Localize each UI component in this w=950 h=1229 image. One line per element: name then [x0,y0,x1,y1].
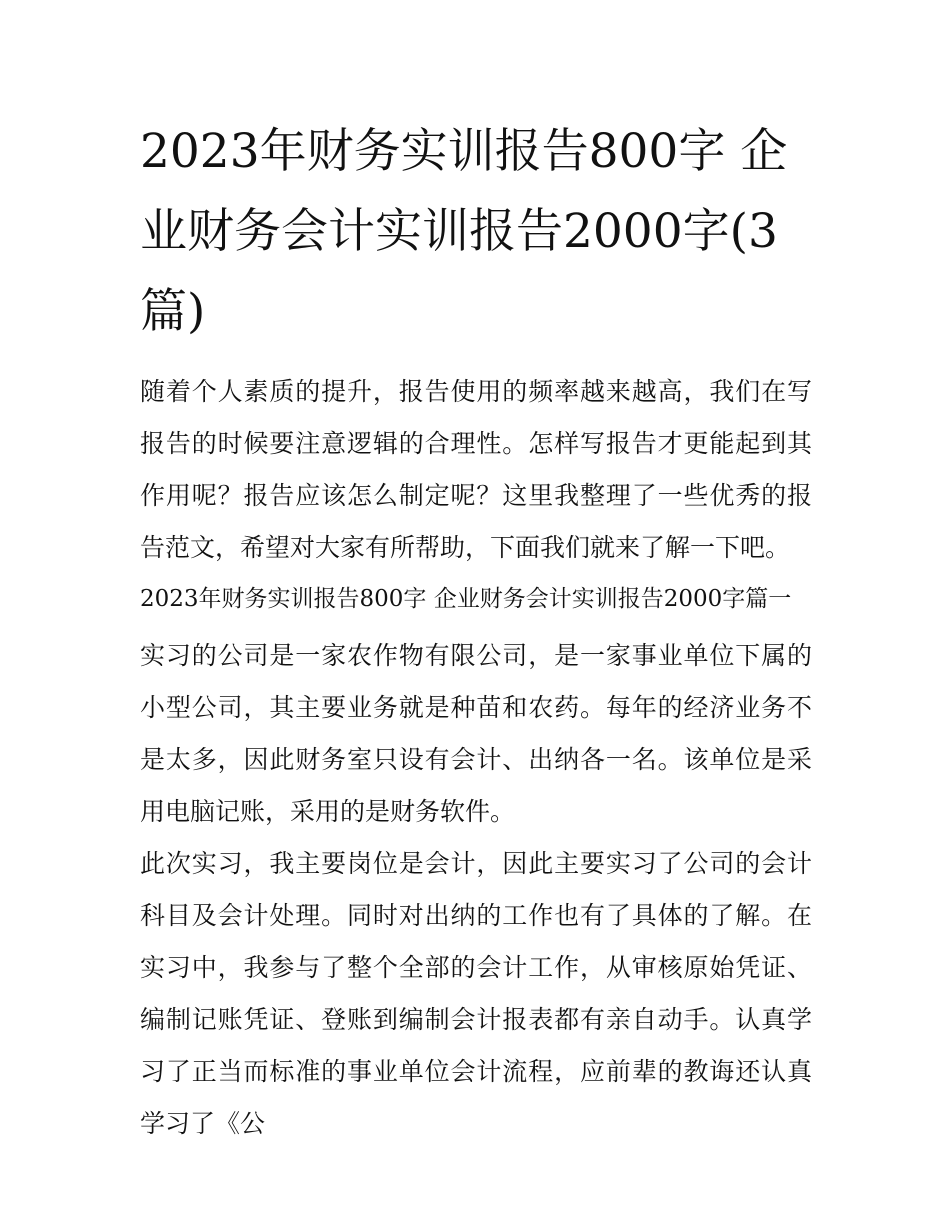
document-title: 2023年财务实训报告800字 企业财务会计实训报告2000字(3篇) [140,124,788,339]
body-paragraph: 此次实习，我主要岗位是会计，因此主要实习了公司的会计科目及会计处理。同时对出纳的工作也有了具体的了解。在实习中，我参与了整个全部的会计工作，从审核原始凭证、编制记账凭证、登账到编制会计报表都有亲自动手。认真学习了正当而标准的事业单位会计流程，应前辈的教诲还认真学习了《公 [140,849,812,1138]
section-heading: 2023年财务实训报告800字 企业财务会计实训报告2000字篇一 [140,586,792,612]
document-page [140,112,812,1150]
intro-paragraph: 随着个人素质的提升，报告使用的频率越来越高，我们在写报告的时候要注意逻辑的合理性。怎样写报告才更能起到其作用呢？报告应该怎么制定呢？这里我整理了一些优秀的报告范文，希望对大家有所帮助，下面我们就来了解一下吧。 [140,377,812,562]
body-paragraph: 实习的公司是一家农作物有限公司，是一家事业单位下属的小型公司，其主要业务就是种苗和农药。每年的经济业务不是太多，因此财务室只设有会计、出纳各一名。该单位是采用电脑记账，采用的是财务软件。 [140,641,812,826]
